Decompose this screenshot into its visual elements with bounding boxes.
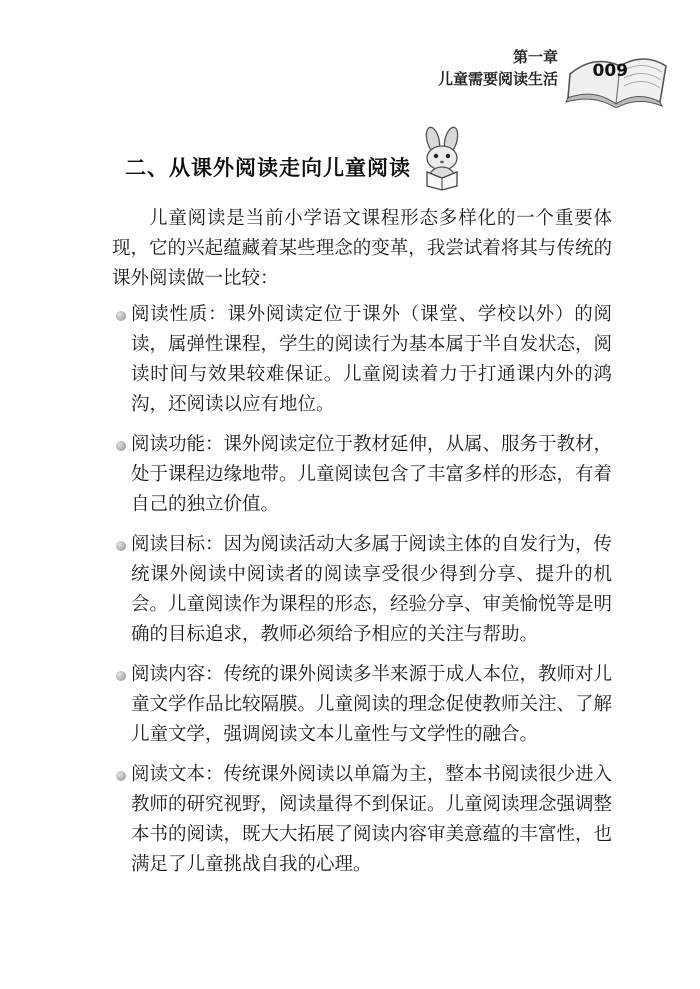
list-item — [112, 760, 612, 880]
list-item-text: 阅读性质：课外阅读定位于课外（课堂、学校以外）的阅读，属弹性课程，学生的阅读行为基本属于半自发状态，阅读时间与效果较难保证。儿童阅读着力于打通课内外的鸿沟，还阅读以应有地位。 — [131, 304, 613, 415]
list-item — [112, 430, 612, 520]
article-body — [112, 204, 612, 890]
bullet-icon — [116, 671, 126, 681]
bunny-reading-book-icon — [412, 126, 472, 192]
page-header — [370, 44, 670, 114]
list-item — [112, 660, 612, 750]
list-item — [112, 530, 612, 650]
list-item — [112, 300, 612, 420]
page-number: 009 — [592, 61, 628, 81]
chapter-title: 儿童需要阅读生活 — [437, 70, 558, 88]
list-item-text: 阅读目标：因为阅读活动大多属于阅读主体的自发行为，传统课外阅读中阅读者的阅读享受很少得到分享、提升的机会。儿童阅读作为课程的形态，经验分享、审美愉悦等是明确的目标追求，教师必须给予相应的关注与帮助。 — [131, 534, 613, 645]
list-item-text: 阅读内容：传统的课外阅读多半来源于成人本位，教师对儿童文学作品比较隔膜。儿童阅读的理念促使教师关注、了解儿童文学，强调阅读文本儿童性与文学性的融合。 — [131, 664, 613, 745]
bullet-icon — [116, 771, 126, 781]
chapter-label: 第一章 — [512, 48, 558, 66]
list-item-text: 阅读功能：课外阅读定位于教材延伸，从属、服务于教材，处于课程边缘地带。儿童阅读包含了丰富多样的形态，有着自己的独立价值。 — [131, 434, 613, 515]
section-heading: 二、从课外阅读走向儿童阅读 — [125, 156, 411, 180]
bullet-icon — [116, 541, 126, 551]
intro-paragraph: 儿童阅读是当前小学语文课程形态多样化的一个重要体现，它的兴起蕴藏着某些理念的变革，我尝试着将其与传统的课外阅读做一比较： — [112, 208, 612, 289]
bullet-icon — [116, 311, 126, 321]
bullet-icon — [116, 441, 126, 451]
list-item-text: 阅读文本：传统课外阅读以单篇为主，整本书阅读很少进入教师的研究视野，阅读量得不到保证。儿童阅读理念强调整本书的阅读，既大大拓展了阅读内容审美意蕴的丰富性，也满足了儿童挑战自我的心理。 — [131, 764, 613, 875]
